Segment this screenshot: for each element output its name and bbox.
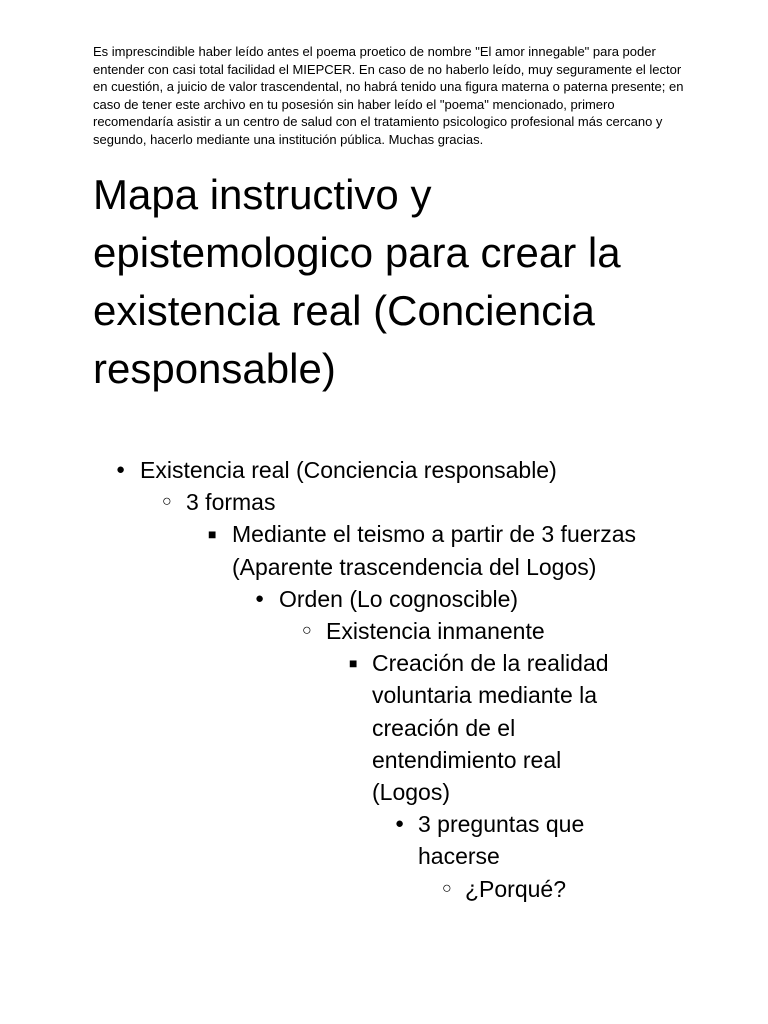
- outline-item: [0, 454, 768, 486]
- outline-item-text: Orden (Lo cognoscible): [279, 585, 519, 612]
- outline-list: [0, 454, 768, 905]
- outline-item: [0, 808, 768, 872]
- outline-item-text: Mediante el teismo a partir de 3 fuerzas (Aparente trascendencia del Logos): [232, 521, 636, 580]
- document-title: Mapa instructivo y epistemologico para crear la existencia real (Conciencia responsable): [93, 171, 621, 392]
- bullet-disc-icon: [255, 583, 271, 615]
- outline-item-text: Creación de la realidad voluntaria mediante la creación de el entendimiento real (Logos): [372, 650, 609, 806]
- bullet-disc-icon: [116, 454, 132, 486]
- bullet-square-icon: [349, 647, 365, 680]
- outline-item: [0, 486, 768, 518]
- bullet-square-icon: [208, 518, 224, 551]
- outline-item-text: Existencia inmanente: [326, 618, 545, 645]
- outline-item: [0, 583, 768, 615]
- outline-item: [0, 518, 768, 582]
- bullet-circle-icon: [442, 873, 458, 905]
- outline-item-text: 3 preguntas que hacerse: [418, 811, 585, 870]
- intro-paragraph: Es imprescindible haber leído antes el poema proetico de nombre "El amor innegable" para poder entender con casi total facilidad el MIEPCER. En caso de no haberlo leído, muy seguramente el lector en cuestión, a juicio de valor trascendental, no habrá tenido una figura materna o paterna presente; en caso de tener este archivo en tu posesión sin haber leído el "poema" mencionado, primero recomendaría asistir a un centro de salud con el tratamiento psicologico profesional más cercano y segundo, hacerlo mediante una institución pública. Muchas gracias.: [93, 44, 684, 147]
- bullet-circle-icon: [162, 486, 178, 518]
- bullet-disc-icon: [395, 808, 411, 840]
- outline-item: [0, 873, 768, 905]
- bullet-circle-icon: [302, 615, 318, 647]
- outline-item: [0, 615, 768, 647]
- outline-item-text: ¿Porqué?: [465, 875, 567, 902]
- outline-item-text: 3 formas: [186, 489, 276, 516]
- outline-item-text: Existencia real (Conciencia responsable): [140, 457, 557, 483]
- outline-item: [0, 647, 768, 808]
